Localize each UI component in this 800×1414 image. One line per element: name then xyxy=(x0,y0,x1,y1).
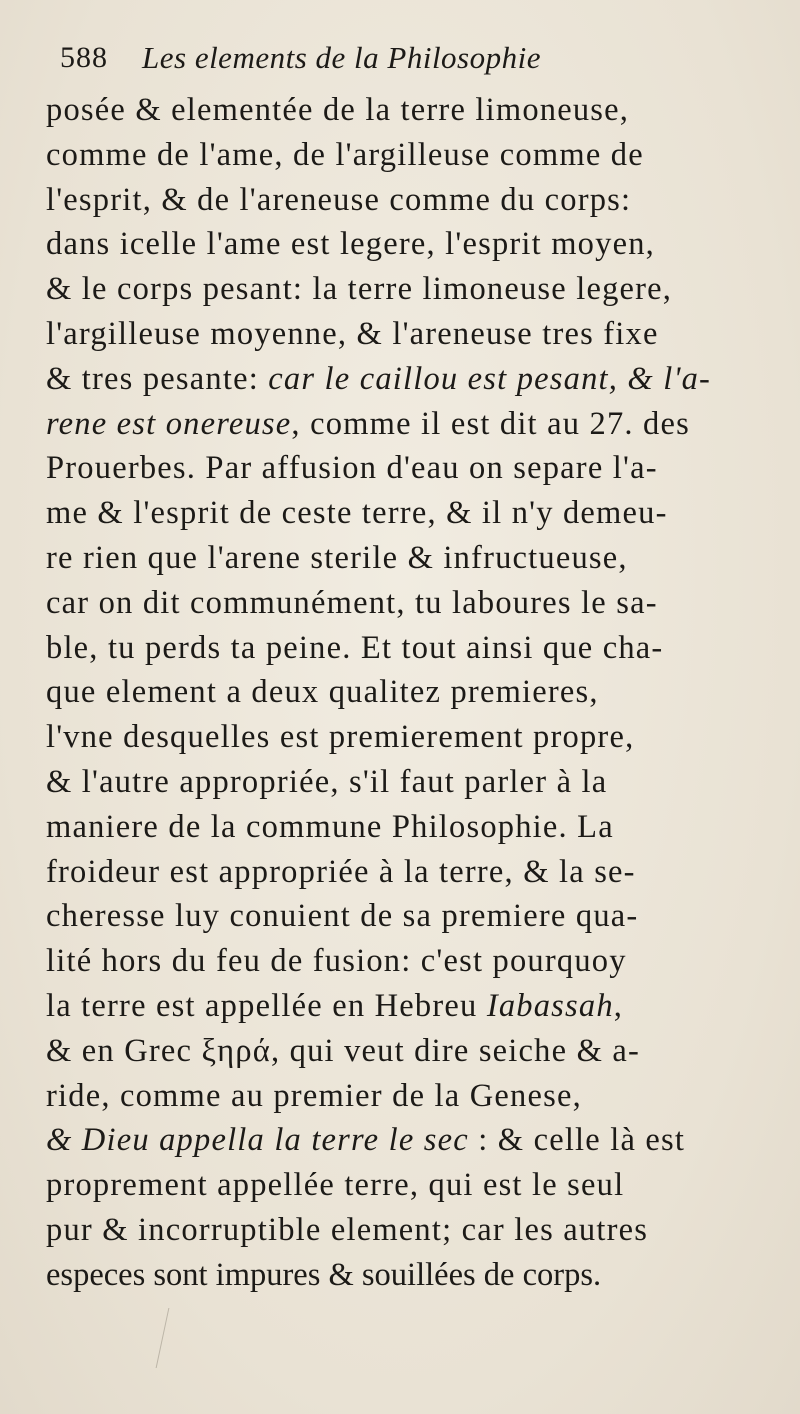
text-line xyxy=(46,1118,766,1163)
text-segment: l'vne desquelles est premierement propre, xyxy=(46,719,635,756)
text-line xyxy=(46,760,766,805)
text-line xyxy=(46,894,766,939)
text-line xyxy=(46,222,766,267)
text-line xyxy=(46,133,766,178)
text-segment: : & celle là est xyxy=(468,1122,686,1159)
text-segment: cheresse luy conuient de sa premiere qua- xyxy=(46,898,639,935)
text-line xyxy=(46,1029,766,1074)
page-header xyxy=(60,38,760,86)
text-line xyxy=(46,88,766,133)
text-line xyxy=(46,939,766,984)
text-segment: la terre est appellée en Hebreu xyxy=(46,987,487,1024)
text-segment: me & l'esprit de ceste terre, & il n'y demeu- xyxy=(46,495,668,532)
text-line xyxy=(46,357,766,402)
text-segment: comme de l'ame, de l'argilleuse comme de xyxy=(46,136,644,173)
text-line xyxy=(46,267,766,312)
body-text xyxy=(46,88,766,1298)
text-line xyxy=(46,1208,766,1253)
text-segment: , comme il est dit au 27. des xyxy=(291,405,690,442)
ink-smudge xyxy=(156,1308,210,1368)
text-line xyxy=(46,626,766,671)
italic-text: car le caillou est pesant, & l'a- xyxy=(268,360,712,397)
text-segment: & tres pesante: xyxy=(46,360,269,397)
text-line xyxy=(46,402,766,447)
text-segment: Prouerbes. Par affusion d'eau on separe l'a- xyxy=(46,450,658,487)
text-line xyxy=(46,491,766,536)
text-segment: especes sont impures & souillées de corps. xyxy=(46,1256,602,1293)
text-line xyxy=(46,536,766,581)
text-line xyxy=(46,805,766,850)
text-line xyxy=(46,1163,766,1208)
text-segment: dans icelle l'ame est legere, l'esprit moyen, xyxy=(46,226,655,263)
italic-text: rene est onereuse xyxy=(46,405,292,442)
text-line xyxy=(46,1074,766,1119)
text-segment: car on dit communément, tu laboures le sa- xyxy=(46,584,658,621)
italic-text: & Dieu appella la terre le sec xyxy=(46,1122,469,1159)
text-segment: ride, comme au premier de la Genese, xyxy=(46,1077,582,1114)
text-segment: , xyxy=(613,987,624,1024)
text-segment: & l'autre appropriée, s'il faut parler à la xyxy=(46,763,608,800)
text-line xyxy=(46,581,766,626)
text-line xyxy=(46,178,766,223)
text-line xyxy=(46,715,766,760)
running-title: Les elements de la Philosophie xyxy=(142,40,541,75)
text-segment: & en Grec ξηρά, qui veut dire seiche & a- xyxy=(46,1032,641,1069)
text-segment: maniere de la commune Philosophie. La xyxy=(46,808,614,845)
text-segment: l'argilleuse moyenne, & l'areneuse tres fixe xyxy=(46,315,659,352)
text-segment: lité hors du feu de fusion: c'est pourquoy xyxy=(46,943,627,980)
text-segment: l'esprit, & de l'areneuse comme du corps: xyxy=(46,181,632,218)
text-segment: ble, tu perds ta peine. Et tout ainsi que cha- xyxy=(46,629,664,666)
text-line xyxy=(46,446,766,491)
text-line xyxy=(46,1253,766,1298)
text-segment: re rien que l'arene sterile & infructueuse, xyxy=(46,539,628,576)
text-line xyxy=(46,312,766,357)
text-segment: proprement appellée terre, qui est le seul xyxy=(46,1167,625,1204)
italic-text: Iabassah xyxy=(486,987,614,1024)
text-line xyxy=(46,984,766,1029)
page-number: 588 xyxy=(60,41,108,74)
text-segment: froideur est appropriée à la terre, & la se- xyxy=(46,853,636,890)
text-segment: que element a deux qualitez premieres, xyxy=(46,674,599,711)
text-segment: & le corps pesant: la terre limoneuse legere, xyxy=(46,271,673,308)
text-line xyxy=(46,670,766,715)
text-line xyxy=(46,850,766,895)
text-segment: posée & elementée de la terre limoneuse, xyxy=(46,92,630,128)
text-segment: pur & incorruptible element; car les autres xyxy=(46,1211,649,1248)
